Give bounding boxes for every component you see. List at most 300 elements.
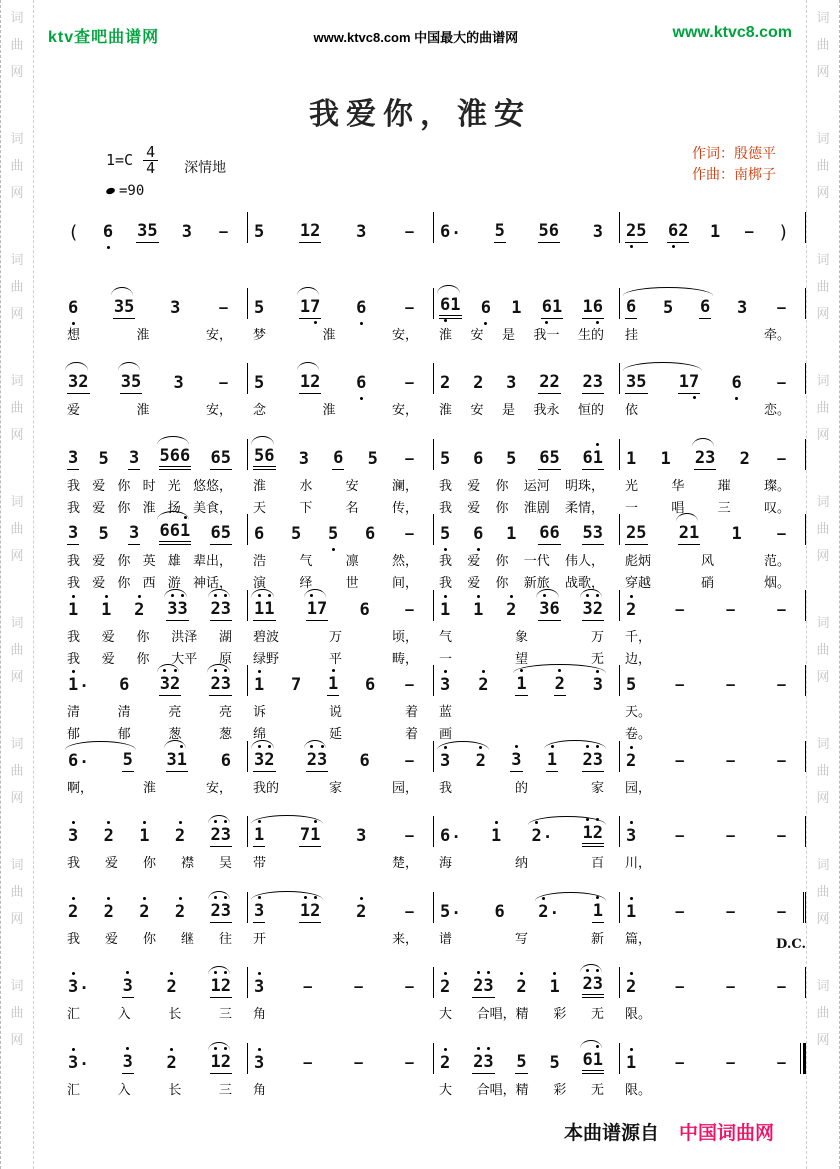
note-glyph: 3 — [170, 297, 181, 318]
note-glyph: · — [542, 827, 553, 846]
note-token — [166, 978, 178, 998]
note-token — [67, 752, 90, 772]
dash-glyph: — — [405, 375, 414, 391]
measure — [62, 287, 248, 341]
dash-glyph: — — [405, 828, 414, 844]
slur-arc — [65, 362, 88, 371]
note-token — [493, 903, 505, 923]
note-glyph: 3 — [356, 826, 367, 846]
lyric-syllable: 我永 — [533, 402, 560, 417]
lyrics-row — [253, 399, 418, 416]
slur-arc — [623, 287, 713, 296]
note-glyph: 1 — [592, 447, 603, 468]
notes-row — [253, 513, 418, 545]
note-glyph: 2 — [220, 1051, 231, 1072]
note-glyph: 3 — [317, 749, 328, 770]
dash-glyph: — — [405, 299, 414, 316]
note-glyph: 6 — [264, 445, 275, 466]
watermark-column-left — [0, 0, 34, 1169]
notes-row — [67, 815, 232, 847]
note-token — [210, 1053, 233, 1074]
note-glyph: 6 — [68, 297, 79, 318]
note-glyph: 2 — [531, 826, 542, 846]
dash-glyph: — — [405, 752, 414, 769]
watermark-char: 网 — [816, 911, 830, 926]
measure — [62, 740, 248, 794]
note-glyph: 6 — [180, 445, 191, 466]
note-token — [159, 675, 182, 696]
watermark-gap — [1, 448, 33, 488]
lyric-syllable: 诉 — [253, 704, 267, 719]
watermark-char: 词 — [10, 10, 24, 25]
watermark-char: 曲 — [816, 400, 830, 415]
notes-row — [67, 589, 232, 621]
notes-row — [439, 589, 604, 621]
note-glyph: 5 — [549, 1052, 560, 1073]
notes-row — [67, 513, 232, 545]
note-token — [174, 827, 186, 847]
watermark-char: 词 — [10, 494, 24, 509]
lyric-syllable: 你 — [142, 930, 156, 946]
lyric-syllable: 澜， — [391, 477, 418, 493]
watermark-gap — [807, 690, 839, 730]
measure — [62, 513, 248, 589]
lyrics-row — [439, 399, 604, 416]
footer — [564, 1118, 774, 1145]
note-glyph: 3 — [177, 598, 188, 619]
note-glyph: 3 — [68, 826, 79, 846]
measure — [248, 513, 434, 589]
measure — [434, 740, 620, 794]
watermark-char: 词 — [816, 736, 830, 751]
watermark-gap — [1, 327, 33, 367]
note-glyph: 3 — [137, 221, 148, 241]
lyrics-row — [439, 1003, 604, 1020]
note-glyph: 5 — [636, 523, 647, 543]
dash-glyph: — — [219, 224, 228, 240]
lyric-syllable: 华 — [671, 477, 685, 493]
note-token — [401, 978, 418, 998]
note-token — [159, 522, 192, 545]
note-token — [515, 978, 527, 998]
lyric-syllable: 郁 — [67, 726, 81, 741]
watermark-char: 网 — [816, 64, 830, 79]
note-glyph: 3 — [254, 900, 265, 921]
slur-arc — [536, 589, 559, 598]
lyric-syllable: 园， — [391, 779, 418, 795]
note-glyph: 6 — [102, 222, 114, 242]
notes-row — [67, 891, 232, 923]
slur-arc — [208, 815, 231, 824]
note-glyph: 2 — [310, 372, 321, 392]
lyric-syllable: 往 — [218, 930, 232, 946]
lyric-syllable: 彩 — [553, 1006, 567, 1021]
note-glyph: 6 — [68, 750, 79, 771]
measure-row — [62, 362, 806, 416]
note-glyph: 5 — [626, 675, 637, 695]
note-glyph: 2 — [103, 826, 114, 846]
note-glyph: 2 — [210, 900, 221, 921]
slur-arc — [208, 589, 231, 598]
watermark-char: 曲 — [10, 521, 24, 536]
watermark-char: 曲 — [10, 400, 24, 415]
note-token — [505, 525, 517, 545]
notes-row — [439, 966, 604, 998]
note-token — [722, 978, 739, 998]
score-line — [62, 362, 806, 438]
header-url-link[interactable]: www.ktvc8.com — [672, 24, 792, 41]
dash-glyph: — — [726, 601, 735, 618]
dash-glyph: — — [777, 903, 786, 920]
lyric-syllable: 一代 — [523, 553, 550, 568]
lyric-syllable: 水 — [299, 477, 313, 493]
notes-row — [625, 1042, 790, 1074]
measure — [62, 589, 248, 665]
note-token — [253, 447, 276, 470]
note-glyph: 1 — [299, 900, 311, 921]
note-token — [210, 902, 233, 923]
note-token — [773, 299, 790, 319]
measure — [62, 891, 248, 945]
note-glyph: 5 — [440, 901, 451, 922]
lyric-syllable: 原 — [218, 650, 232, 666]
measure — [620, 287, 806, 341]
lyric-syllable: 气 — [299, 553, 313, 568]
lyric-syllable: 湖 — [218, 628, 232, 644]
note-token — [773, 827, 790, 847]
note-token — [67, 223, 80, 243]
measure — [434, 513, 620, 589]
key-signature: 1=C — [106, 151, 134, 169]
lyric-syllable: 光 — [167, 477, 181, 493]
lyric-syllable: 是 — [501, 402, 515, 417]
notes-row — [67, 966, 232, 998]
note-glyph: 1 — [210, 976, 221, 996]
lyrics-row — [439, 648, 604, 665]
note-glyph: 6 — [473, 524, 484, 544]
watermark-char: 曲 — [10, 763, 24, 778]
note-token — [103, 903, 115, 923]
lyric-syllable: 一 — [625, 499, 639, 515]
note-token — [122, 977, 134, 998]
lyric-syllable: 安， — [391, 402, 418, 417]
note-glyph: 2 — [473, 373, 484, 393]
watermark-char: 网 — [10, 790, 24, 805]
note-glyph: 1 — [254, 675, 265, 695]
note-glyph: 5 — [291, 524, 302, 544]
note-glyph: 6 — [356, 297, 367, 318]
note-token — [136, 222, 159, 243]
note-token — [209, 675, 232, 696]
note-glyph: 1 — [592, 1049, 603, 1070]
lyrics-row — [625, 572, 790, 589]
note-token — [166, 600, 189, 621]
note-token — [554, 675, 566, 696]
lyric-syllable: 爱 — [67, 402, 81, 417]
lyric-syllable: 无 — [590, 650, 604, 666]
note-token — [515, 675, 527, 696]
notes-row — [67, 211, 232, 243]
note-glyph: 5 — [122, 749, 133, 770]
measure-row — [62, 287, 806, 341]
lyric-syllable: 想 — [67, 326, 81, 342]
note-glyph: 3 — [592, 974, 603, 994]
note-token — [439, 374, 451, 394]
lyrics-row — [253, 497, 418, 514]
measure — [62, 966, 248, 1020]
lyrics-row — [625, 550, 790, 567]
note-glyph: 5 — [124, 296, 135, 317]
watermark-char: 网 — [10, 306, 24, 321]
watermark-gap — [1, 690, 33, 730]
note-token — [773, 374, 790, 394]
note-token — [541, 298, 564, 319]
lyrics-row — [253, 701, 418, 718]
note-glyph: 2 — [174, 901, 186, 922]
watermark-char: 词 — [816, 857, 830, 872]
note-glyph: 2 — [506, 599, 517, 620]
lyric-syllable: 淮 — [142, 499, 156, 515]
note-glyph: 5 — [98, 524, 109, 544]
note-glyph: 1 — [450, 294, 461, 315]
note-token — [350, 978, 367, 998]
note-token — [662, 299, 674, 319]
score-line — [62, 664, 806, 740]
watermark-char: 曲 — [816, 884, 830, 899]
watermark-gap — [1, 206, 33, 246]
score-line — [62, 815, 806, 891]
lyric-syllable: 清 — [117, 704, 131, 719]
notes-row — [67, 740, 232, 772]
lyric-syllable: 园， — [625, 779, 652, 795]
lyric-syllable: 无 — [590, 1081, 604, 1097]
note-token — [480, 299, 492, 319]
lyrics-row — [67, 550, 232, 567]
lyric-syllable: 合唱，精 — [476, 1006, 529, 1021]
lyric-syllable: 边， — [625, 650, 652, 666]
lyric-syllable: 大 — [439, 1006, 453, 1021]
watermark-char: 曲 — [10, 158, 24, 173]
note-glyph: 5 — [440, 524, 451, 544]
note-glyph: 3 — [582, 598, 593, 619]
lyric-syllable: 硝 — [700, 575, 714, 590]
lyric-syllable: 我 — [67, 628, 81, 644]
slur-arc — [164, 589, 187, 598]
header-center-text: www.ktvc8.com 中国最大的曲谱网 — [313, 30, 519, 45]
measure-row — [62, 513, 806, 589]
notes-row — [253, 589, 418, 621]
note-glyph: 1 — [328, 674, 339, 694]
note-glyph: 3 — [129, 523, 140, 543]
lyric-syllable: 下 — [299, 499, 313, 515]
note-token — [625, 524, 648, 545]
note-token — [510, 751, 522, 772]
note-token — [505, 374, 517, 394]
note-glyph: 6 — [254, 524, 265, 544]
note-glyph: 5 — [494, 221, 505, 241]
note-token — [722, 1054, 739, 1074]
lyrics-row — [253, 550, 418, 567]
lyrics-row — [253, 475, 418, 492]
watermark-char: 曲 — [10, 1005, 24, 1020]
notes-row — [625, 891, 790, 923]
note-token — [773, 752, 790, 772]
note-token — [138, 903, 150, 923]
note-glyph: 6 — [440, 826, 451, 846]
note-token — [439, 827, 462, 847]
lyric-syllable: 安， — [205, 402, 232, 417]
lyric-syllable: 角 — [253, 1006, 267, 1021]
note-token — [625, 978, 637, 998]
note-glyph: 1 — [626, 1052, 637, 1073]
measure — [434, 211, 620, 243]
note-token — [472, 977, 495, 998]
note-glyph: 6 — [541, 296, 552, 317]
note-glyph: 5 — [254, 297, 265, 318]
lyric-syllable: 淮 — [142, 779, 156, 795]
note-token — [306, 751, 329, 772]
lyric-syllable: 念 — [253, 402, 267, 417]
note-glyph: 3 — [737, 297, 748, 318]
note-token — [299, 902, 322, 923]
note-token — [582, 449, 605, 470]
note-glyph: 5 — [254, 373, 265, 393]
note-token — [625, 827, 637, 847]
lyrics-row — [253, 572, 418, 589]
note-token — [102, 223, 114, 243]
lyric-syllable: 着 — [404, 704, 418, 719]
slur-arc — [208, 891, 231, 900]
note-token — [671, 601, 688, 621]
note-token — [299, 826, 322, 847]
lyric-syllable: 新旅 — [523, 575, 550, 590]
lyrics-row — [625, 777, 790, 794]
note-token — [625, 450, 637, 470]
score-line — [62, 513, 806, 589]
note-token — [118, 676, 130, 696]
note-glyph: 6 — [626, 296, 637, 317]
note-token — [671, 903, 688, 923]
note-glyph: · — [451, 902, 461, 922]
note-token — [401, 676, 418, 696]
note-token — [439, 676, 451, 696]
note-token — [253, 978, 265, 998]
notes-row — [625, 966, 790, 998]
lyric-syllable: 爱 — [92, 553, 106, 568]
note-token — [401, 752, 418, 772]
source-site-link[interactable]: 中国词曲网 — [678, 1123, 774, 1144]
lyric-syllable: 你 — [117, 553, 131, 568]
measure — [434, 362, 620, 416]
slur-arc — [208, 966, 231, 975]
note-token — [401, 1054, 418, 1074]
note-token — [439, 1054, 451, 1074]
note-token — [253, 1054, 265, 1074]
lyric-syllable: 爱 — [467, 499, 481, 515]
lyric-syllable: 我的 — [253, 779, 280, 795]
note-glyph: 6 — [539, 447, 550, 468]
note-glyph: 1 — [491, 826, 502, 846]
note-token — [67, 449, 79, 470]
lyric-syllable: 百 — [590, 855, 604, 870]
dash-glyph: — — [675, 828, 684, 844]
dash-glyph: — — [726, 979, 735, 995]
notes-row — [253, 438, 418, 470]
watermark-gap — [1, 569, 33, 609]
note-glyph: 1 — [180, 521, 191, 541]
lyric-syllable: 淮剧 — [523, 499, 550, 515]
note-token — [299, 373, 322, 394]
slur-arc — [692, 438, 715, 447]
note-glyph: 2 — [264, 749, 275, 770]
measure — [434, 891, 620, 945]
lyric-syllable: 凛 — [345, 553, 359, 568]
lyrics-row — [67, 497, 232, 514]
note-token — [475, 752, 487, 772]
lyric-syllable: 运河 — [523, 477, 550, 493]
measure — [434, 589, 620, 665]
note-token — [401, 601, 418, 621]
note-token — [537, 903, 560, 923]
measure-row — [62, 438, 806, 514]
lyrics-row — [253, 723, 418, 740]
note-glyph: 6 — [220, 750, 231, 771]
note-glyph: 6 — [592, 296, 603, 317]
note-glyph: 6 — [549, 523, 560, 543]
note-glyph: 3 — [592, 372, 603, 392]
note-glyph: 1 — [176, 749, 188, 770]
note-glyph: · — [79, 978, 89, 997]
note-token — [582, 824, 605, 847]
lyric-syllable: 时 — [142, 477, 156, 493]
note-glyph: 3 — [511, 749, 522, 770]
lyric-syllable: 万 — [328, 628, 342, 644]
dash-glyph: — — [405, 224, 414, 240]
note-token — [359, 601, 371, 621]
lyric-syllable: 爱 — [104, 855, 118, 870]
site-name-link[interactable]: ktv查吧曲谱网 — [48, 29, 160, 46]
score-line — [62, 891, 806, 967]
note-token — [67, 676, 90, 696]
measure — [248, 740, 434, 794]
lyric-syllable: 爱 — [467, 553, 481, 568]
note-glyph: 1 — [582, 296, 593, 317]
note-token — [722, 601, 739, 621]
watermark-char: 词 — [816, 10, 830, 25]
watermark-char: 网 — [816, 548, 830, 563]
note-token — [67, 299, 79, 319]
note-glyph: 2 — [626, 221, 637, 241]
note-token — [215, 299, 232, 319]
lyrics-row — [439, 723, 604, 740]
lyrics-row — [625, 723, 790, 740]
watermark-char: 词 — [10, 857, 24, 872]
dash-glyph: — — [777, 375, 786, 391]
note-token — [67, 373, 90, 394]
notes-row — [439, 362, 604, 394]
note-token — [773, 525, 790, 545]
notes-row — [625, 438, 790, 470]
header — [48, 0, 792, 47]
note-glyph: 2 — [139, 901, 150, 922]
quarter-note-icon — [105, 187, 115, 195]
note-glyph: 1 — [678, 372, 689, 392]
note-token — [98, 450, 110, 470]
watermark-char: 词 — [816, 615, 830, 630]
note-token — [773, 450, 790, 470]
note-glyph: 1 — [299, 372, 311, 392]
measure — [620, 815, 806, 869]
